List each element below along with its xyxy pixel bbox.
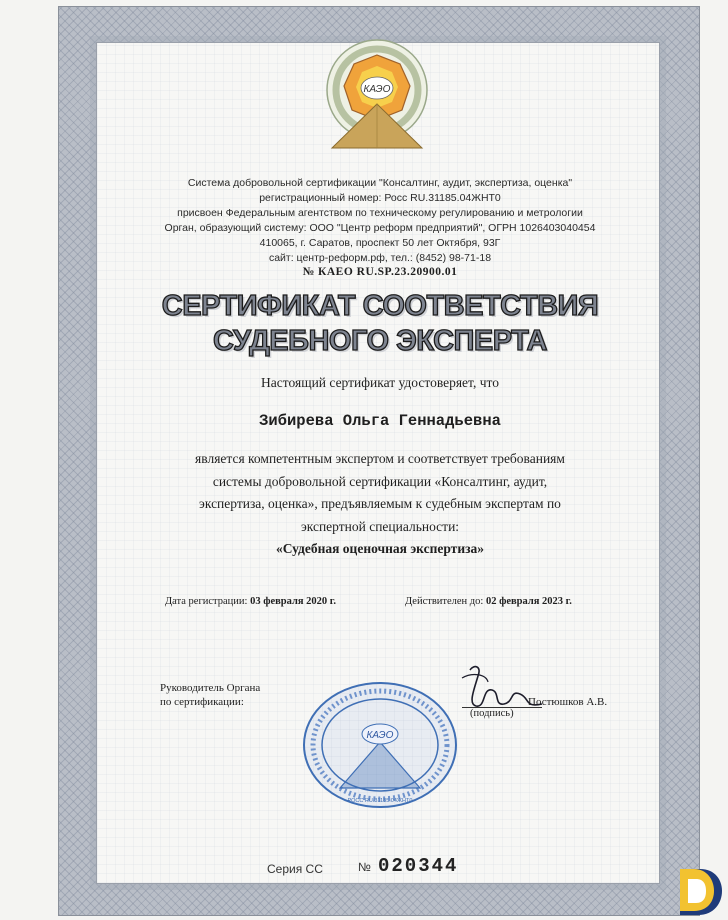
certificate-body-text bbox=[120, 448, 640, 538]
body-line: системы добровольной сертификации «Консалтинг, аудит, bbox=[212, 473, 548, 489]
body-line: является компетентным экспертом и соответствует требованиям bbox=[195, 451, 565, 466]
kaeo-logo-icon bbox=[318, 38, 436, 150]
header-line: Орган, образующий систему: ООО "Центр реформ предприятий", ОГРН 1026403040454 bbox=[164, 222, 596, 234]
certificate-title-line1: СЕРТИФИКАТ СООТВЕТСТВИЯ bbox=[161, 290, 599, 322]
header-line: 410065, г. Саратов, проспект 50 лет Октября, 93Г bbox=[259, 237, 501, 249]
body-line: экспертной специальности: bbox=[300, 518, 460, 534]
certificate-number: 020344 bbox=[378, 855, 459, 877]
head-line: по сертификации: bbox=[160, 696, 244, 708]
header-line: присвоен Федеральным агентством по техническому регулированию и метрологии bbox=[177, 207, 583, 219]
signature-caption: (подпись) bbox=[470, 708, 514, 719]
registration-date-value: 03 февраля 2020 г. bbox=[250, 596, 337, 607]
certification-system-info bbox=[110, 176, 650, 266]
head-line: Руководитель Органа bbox=[160, 682, 261, 694]
expert-specialty: «Судебная оценочная экспертиза» bbox=[275, 541, 485, 556]
certificate-reg-number: № КАЕО RU.SP.23.20900.01 bbox=[302, 266, 458, 278]
svg-text:РОСС RU.31185.04ЖНТ0: РОСС RU.31185.04ЖНТ0 bbox=[347, 798, 413, 804]
header-line: регистрационный номер: Росс RU.31185.04ЖНТ0 bbox=[259, 192, 501, 204]
certificate-title-line2: СУДЕБНОГО ЭКСПЕРТА bbox=[212, 325, 547, 357]
svg-text:КАЭО: КАЭО bbox=[366, 730, 394, 741]
header-line: сайт: центр-реформ.рф, тел.: (8452) 98-71-18 bbox=[268, 252, 492, 264]
signatory-name: Постюшков А.В. bbox=[528, 696, 608, 708]
certificate-series: Серия СС bbox=[267, 862, 323, 876]
head-of-body-label bbox=[160, 681, 260, 709]
holder-name: Зибирева Ольга Геннадьевна bbox=[259, 412, 501, 430]
valid-until-label: Действителен до: bbox=[405, 596, 484, 607]
watermark-logo-icon bbox=[672, 865, 726, 917]
certificate-number-label: № bbox=[358, 860, 371, 874]
certificate-intro: Настоящий сертификат удостоверяет, что bbox=[261, 375, 499, 390]
valid-until-date bbox=[405, 596, 572, 607]
header-line: Система добровольной сертификации "Консалтинг, аудит, экспертиза, оценка" bbox=[187, 177, 573, 189]
registration-date bbox=[165, 596, 336, 607]
svg-text:КАЭО: КАЭО bbox=[363, 84, 391, 95]
official-seal-icon bbox=[300, 680, 460, 810]
valid-until-value: 02 февраля 2023 г. bbox=[485, 596, 572, 607]
registration-date-label: Дата регистрации: bbox=[165, 596, 248, 607]
body-line: экспертиза, оценка», предъявляемым к судебным экспертам по bbox=[199, 496, 561, 511]
